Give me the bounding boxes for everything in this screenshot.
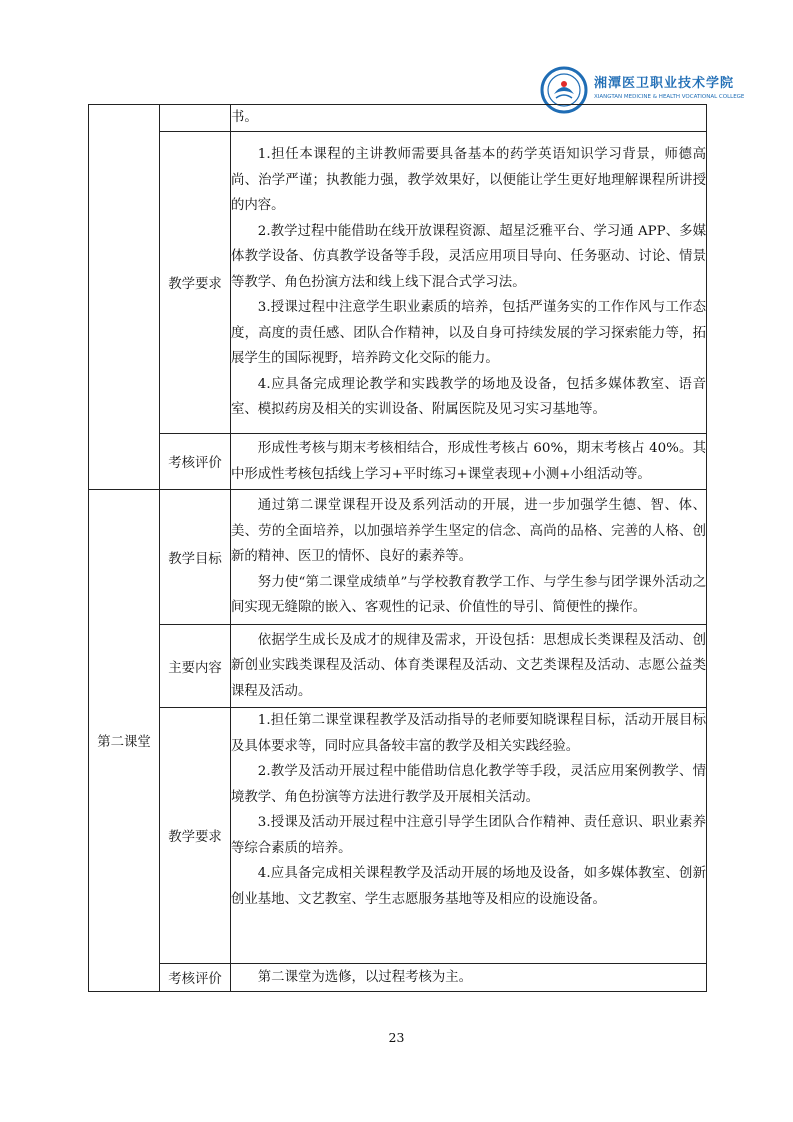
continued-text: 书。 xyxy=(231,110,258,126)
paragraph: 通过第二课堂课程开设及系列活动的开展，进一步加强学生德、智、体、美、劳的全面培养，以加强培养学生坚定的信念、高尚的品格、完善的人格、创新的精神、医卫的情怀、良好的素养等。 xyxy=(231,498,706,565)
table-row xyxy=(89,625,707,708)
paragraph: 1.担任第二课堂课程教学及活动指导的老师要知晓课程目标，活动开展目标及具体要求等，同时应具备较丰富的教学及相关实践经验。 xyxy=(231,713,706,754)
paragraph: 努力使“第二课堂成绩单”与学校教育教学工作、与学生参与团学课外活动之间实现无缝隙的嵌入、客观性的记录、价值性的导引、简便性的操作。 xyxy=(231,574,706,616)
table-row xyxy=(89,964,707,992)
content-cell xyxy=(231,964,707,992)
table-row xyxy=(89,132,707,434)
paragraph: 4.应具备完成相关课程教学及活动开展的场地及设备，如多媒体教室、创新创业基地、文艺教室、学生志愿服务基地等及相应的设施设备。 xyxy=(231,866,706,907)
table-row xyxy=(89,490,707,625)
row-label: 主要内容 xyxy=(160,625,231,708)
row-label: 考核评价 xyxy=(160,964,231,992)
logo-english-name: XIANGTAN MEDICINE & HEALTH VOCATIONAL COLLEGE xyxy=(594,94,745,100)
row-label: 教学要求 xyxy=(160,132,231,434)
paragraph: 依据学生成长及成才的规律及需求，开设包括：思想成长类课程及活动、创新创业实践类课程及活动、体育类课程及活动、文艺类课程及活动、志愿公益类课程及活动。 xyxy=(231,632,706,699)
row-label: 教学目标 xyxy=(160,490,231,625)
page-number: 23 xyxy=(388,1030,405,1045)
content-cell xyxy=(231,132,707,434)
paragraph: 3.授课过程中注意学生职业素质的培养，包括严谨务实的工作作风与工作态度，高度的责任感、团队合作精神，以及自身可持续发展的学习探索能力等，拓展学生的国际视野，培养跨文化交际的能力。 xyxy=(231,300,706,367)
content-cell xyxy=(231,434,707,490)
content-cell xyxy=(231,708,707,964)
content-cell xyxy=(231,105,707,132)
content-cell xyxy=(231,625,707,708)
paragraph: 2.教学过程中能借助在线开放课程资源、超星泛雅平台、学习通 APP、多媒体教学设备、仿真教学设备等手段，灵活应用项目导向、任务驱动、讨论、情景等教学、角色扮演方法和线上线下混合式学习法。 xyxy=(231,223,706,290)
row-label: 考核评价 xyxy=(160,434,231,490)
section-label: 第二课堂 xyxy=(89,490,160,992)
paragraph: 2.教学及活动开展过程中能借助信息化教学等手段，灵活应用案例教学、情境教学、角色扮演等方法进行教学及开展相关活动。 xyxy=(231,764,706,805)
section-cell-empty xyxy=(89,105,160,490)
paragraph: 形成性考核与期末考核相结合，形成性考核占 60%，期末考核占 40%。其中形成性考核包括线上学习+平时练习+课堂表现+小测+小组活动等。 xyxy=(231,441,706,482)
paragraph: 3.授课及活动开展过程中注意引导学生团队合作精神、责任意识、职业素养等综合素质的培养。 xyxy=(231,815,706,856)
table-row xyxy=(89,708,707,964)
logo-chinese-name: 湘潭医卫职业技术学院 xyxy=(594,76,735,91)
paragraph: 4.应具备完成理论教学和实践教学的场地及设备，包括多媒体教室、语音室、模拟药房及相关的实训设备、附属医院及见习实习基地等。 xyxy=(231,376,706,418)
paragraph: 1.担任本课程的主讲教师需要具备基本的药学英语知识学习背景，师德高尚、治学严谨；执教能力强，教学效果好，以便能让学生更好地理解课程所讲授的内容。 xyxy=(231,147,706,214)
paragraph: 第二课堂为选修，以过程考核为主。 xyxy=(257,969,473,985)
content-cell xyxy=(231,490,707,625)
table-row xyxy=(89,105,707,132)
label-cell-empty xyxy=(160,105,231,132)
row-label: 教学要求 xyxy=(160,708,231,964)
table-row xyxy=(89,434,707,490)
curriculum-table xyxy=(88,104,707,992)
